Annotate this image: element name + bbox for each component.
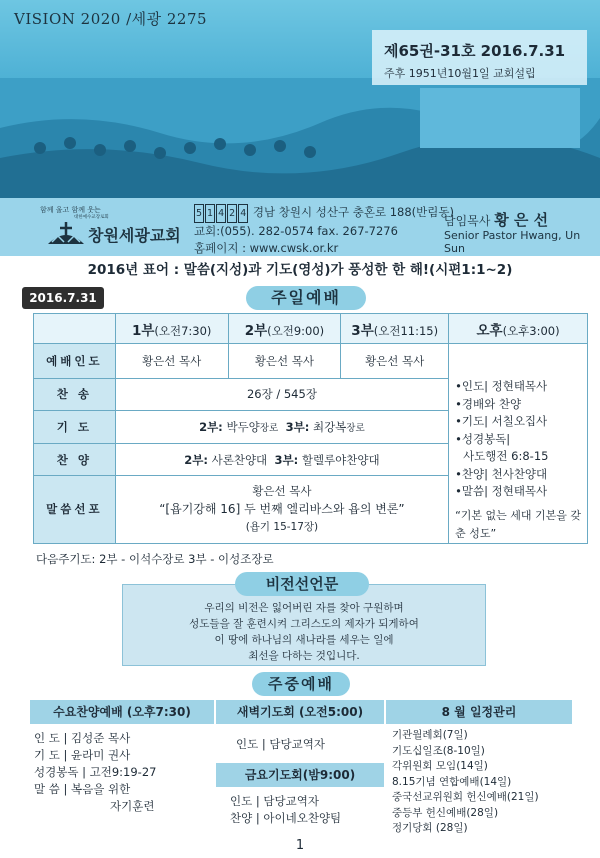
vision-title: 비전선언문	[235, 572, 369, 596]
row-label-sermon: 말씀선포	[34, 476, 116, 543]
leader-service-2: 황은선 목사	[228, 344, 341, 379]
weekly-service-title: 주중예배	[252, 672, 350, 696]
wednesday-line: 인 도 | 김성준 목사	[34, 731, 131, 745]
sermon-preacher: 황은선 목사	[252, 484, 312, 499]
row-label-leader: 예배인도	[34, 344, 116, 379]
wednesday-head: 수요찬양예배 (오후7:30)	[30, 700, 214, 724]
schedule-item: 각위원회 모임(14일)	[392, 760, 488, 772]
homepage-line: 홈페이지 : www.cwsk.or.kr	[194, 241, 339, 255]
row-label-praise: 찬 양	[34, 443, 116, 476]
schedule-item: 중국선교위원회 헌신예배(21일)	[392, 791, 539, 803]
vision-line: 이 땅에 하나님의 새나라를 세우는 일에	[214, 634, 394, 646]
date-tag: 2016.7.31	[22, 287, 104, 309]
wednesday-service	[30, 700, 214, 815]
year-motto: 2016년 표어 : 말씀(지성)과 기도(영성)가 풍성한 한 해!(시편1:1~2)	[87, 262, 513, 278]
friday-prayer	[216, 763, 384, 827]
wednesday-line: 자기훈련	[110, 799, 155, 813]
sunday-service-title: 주일예배	[246, 286, 366, 310]
evening-line: •말씀| 정현태목사	[455, 484, 548, 498]
evening-line: •성경봉독|	[455, 431, 511, 446]
leader-service-3: 황은선 목사	[341, 344, 449, 379]
sermon-value	[115, 476, 448, 543]
row-label-hymn: 찬 송	[34, 378, 116, 411]
vision-line: 성도들을 잘 훈련시켜 그리스도의 제자가 되게하여	[189, 618, 419, 630]
dawn-line: 인도 | 담당교역자	[236, 737, 325, 751]
church-denomination: 대한예수교장로회	[74, 215, 109, 220]
wednesday-line: 말 씀 | 복음을 위한	[34, 782, 131, 796]
vision-line: 우리의 비전은 잃어버린 자를 찾아 구원하며	[204, 602, 404, 614]
praise-value: 2부: 사론찬양대 3부: 할렐루야찬양대	[115, 443, 448, 476]
wednesday-line: 성경봉독 | 고전9:19-27	[34, 765, 157, 779]
schedule-item: 중등부 헌신예배(28일)	[392, 806, 499, 819]
vision-label: VISION 2020 /세광 2275	[14, 10, 208, 28]
pastor-title: 담임목사	[444, 214, 491, 228]
evening-sermon-title: “기본 없는 세대 기본을 갖춘 성도”	[455, 508, 582, 540]
vision-line: 최선을 다하는 것입니다.	[248, 650, 360, 662]
church-contact	[194, 204, 454, 257]
friday-head: 금요기도회(밤9:00)	[216, 763, 384, 787]
col-afternoon: 오후(오후3:00)	[449, 314, 588, 344]
friday-line: 찬양 | 아이네오찬양팀	[230, 811, 342, 825]
row-label-prayer: 기 도	[34, 411, 116, 444]
church-logo-icon	[46, 218, 86, 248]
sermon-scripture: (욥기 15-17장)	[245, 521, 319, 534]
congregation-image	[0, 78, 600, 198]
schedule-item: 기도십일조(8-10일)	[392, 744, 485, 757]
evening-line: •기도| 서칠오집사	[455, 414, 548, 428]
evening-line: •경배와 찬양	[455, 396, 522, 411]
col-service-3: 3부(오전11:15)	[341, 314, 449, 344]
page-number: 1	[295, 838, 305, 853]
address-line	[194, 204, 454, 223]
evening-line: •인도| 정현태목사	[455, 379, 548, 393]
vision-text	[122, 600, 486, 664]
hymn-value: 26장 / 545장	[115, 378, 448, 411]
dawn-head: 새벽기도회 (오전5:00)	[216, 700, 384, 724]
august-head: 8 월 일정관리	[386, 700, 572, 724]
prayer-value: 2부: 박두양장로 3부: 최강복장로	[115, 411, 448, 444]
col-service-2: 2부(오전9:00)	[228, 314, 341, 344]
evening-line: 사도행전 6:8-15	[463, 449, 549, 463]
august-schedule	[386, 700, 572, 837]
zip-code: 5 1 4 2 4	[194, 205, 249, 219]
evening-line: •찬양| 천사찬양대	[455, 466, 548, 481]
church-name: 창원세광교회	[88, 226, 181, 245]
corner-cell	[34, 314, 116, 344]
schedule-item: 정기당회 (28일)	[392, 822, 468, 834]
address-text: 경남 창원시 성산구 충혼로 188(반림동)	[252, 205, 454, 219]
church-slogan: 함께 울고 함께 웃는	[40, 206, 101, 214]
wednesday-line: 기 도 | 윤라미 권사	[34, 748, 131, 762]
col-service-1: 1부(오전7:30)	[115, 314, 228, 344]
founded-date: 주후 1951년10월1일 교회설립	[384, 67, 536, 80]
issue-number: 제65권-31호 2016.7.31	[384, 42, 566, 60]
sunday-service-table	[33, 313, 588, 544]
next-week-prayer: 다음주기도: 2부 - 이석수장로 3부 - 이성조장로	[36, 552, 274, 566]
pastor-english-name: Senior Pastor Hwang, Un Sun	[444, 229, 581, 255]
sermon-title: “[욥기강해 16] 두 번째 엘리바스와 욥의 변론”	[159, 502, 405, 517]
friday-line: 인도 | 담당교역자	[230, 794, 319, 808]
pastor-name: 황 은 선	[494, 211, 549, 229]
afternoon-service-details	[449, 344, 588, 544]
schedule-item: 기관월례회(7일)	[392, 729, 468, 741]
schedule-item: 8.15기념 연합예배(14일)	[392, 775, 512, 788]
dawn-prayer	[216, 700, 384, 753]
pastor-label-line	[444, 209, 548, 230]
phone-line: 교회:(055). 282-0574 fax. 267-7276	[194, 224, 398, 238]
leader-service-1: 황은선 목사	[115, 344, 228, 379]
